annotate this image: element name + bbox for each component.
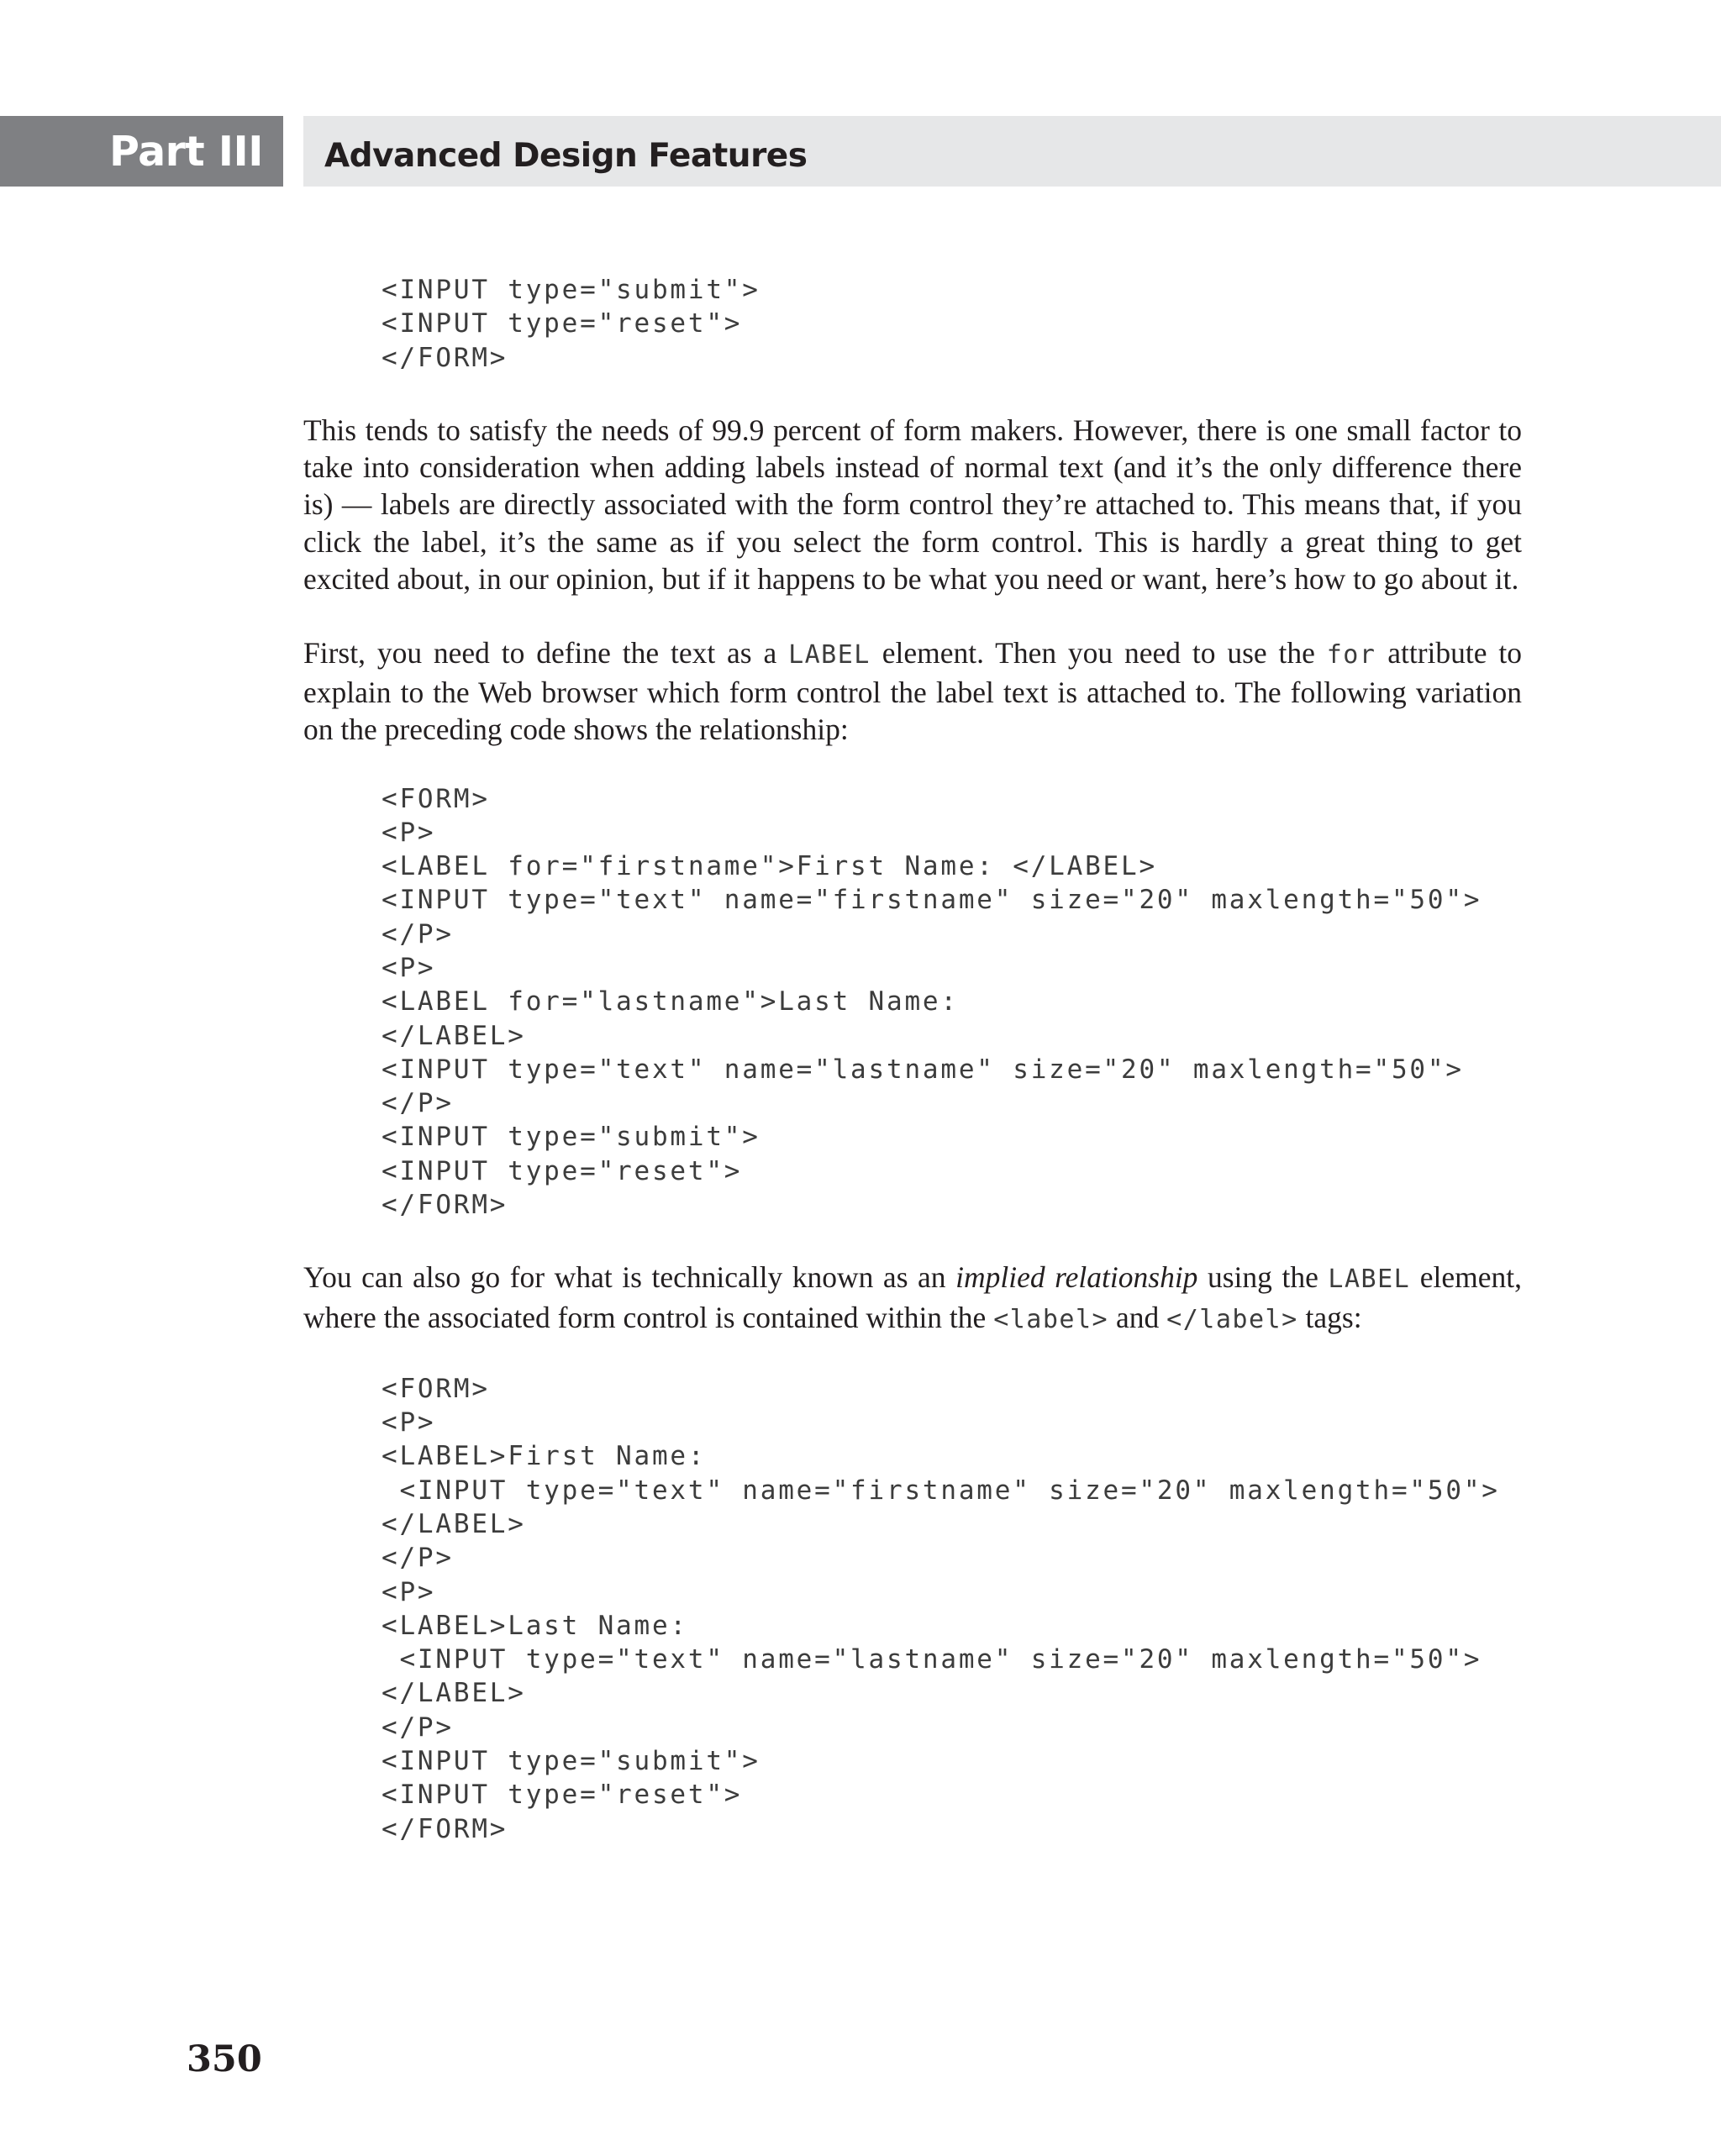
paragraph-labels-intro: This tends to satisfy the needs of 99.9 percent of form makers. However, there is one small factor to take into consideration when adding labels instead of normal text (and it’s the only difference there is) — labels are directly associated with the form control they’re attached to. This means that, if you click the label, it’s the same as if you select the form control. This is hardly a great thing to get excited about, in our opinion, but if it happens to be what you need or want, here’s how to go about it. — [303, 413, 1522, 596]
paragraph-text: using the — [1197, 1260, 1329, 1295]
paragraph-text: First, you need to define the text as a — [303, 635, 789, 670]
paragraph-text: and — [1108, 1300, 1167, 1334]
chapter-header-bar — [303, 116, 1721, 187]
code-block-implied-labels: <FORM> <P> <LABEL>First Name: <INPUT type="text" name="firstname" size="20" maxlength="50"> </LABEL> </P> <P> <LABEL>Last Name: <INPUT type="text" name="lastname" size="20" maxlength="50"> </LABEL> </P> <INPUT type="submit"> <INPUT type="reset"> </FORM> — [382, 1373, 1500, 1844]
part-label: Part III — [0, 116, 283, 187]
inline-code-label-open: <label> — [993, 1304, 1109, 1334]
paragraph-label-element — [303, 634, 1522, 749]
inline-code-for: for — [1326, 639, 1376, 670]
chapter-title: Advanced Design Features — [324, 136, 808, 175]
paragraph-implied-relationship — [303, 1259, 1522, 1338]
inline-code-label-close: </label> — [1166, 1304, 1298, 1334]
code-block-form-end: <INPUT type="submit"> <INPUT type="reset"> </FORM> — [382, 275, 761, 373]
code-block-explicit-labels: <FORM> <P> <LABEL for="firstname">First Name: </LABEL> <INPUT type="text" name="firstname" size="20" maxlength="50"> </P> <P> <LABEL for="lastname">Last Name: </LABEL> <INPUT type="text" name="lastname" size="20" maxlength="50"> </P> <INPUT type="submit"> <INPUT type="reset"> </FORM> — [382, 783, 1482, 1221]
emphasis-implied-relationship: implied relationship — [955, 1260, 1198, 1295]
paragraph-text: element, where the associated form control is contained within the — [303, 1260, 1522, 1334]
page-number: 350 — [187, 2038, 262, 2080]
paragraph-text: tags: — [1297, 1300, 1362, 1334]
inline-code-label: LABEL — [788, 639, 871, 670]
paragraph-text: element. Then you need to use the — [870, 635, 1327, 670]
inline-code-label: LABEL — [1328, 1265, 1411, 1295]
page-content — [303, 273, 1522, 1846]
paragraph-text: You can also go for what is technically known as an — [303, 1260, 956, 1295]
paragraph-text: attribute to explain to the Web browser which form control the label text is attached to. The following variation on the preceding code shows the relationship: — [303, 635, 1522, 747]
